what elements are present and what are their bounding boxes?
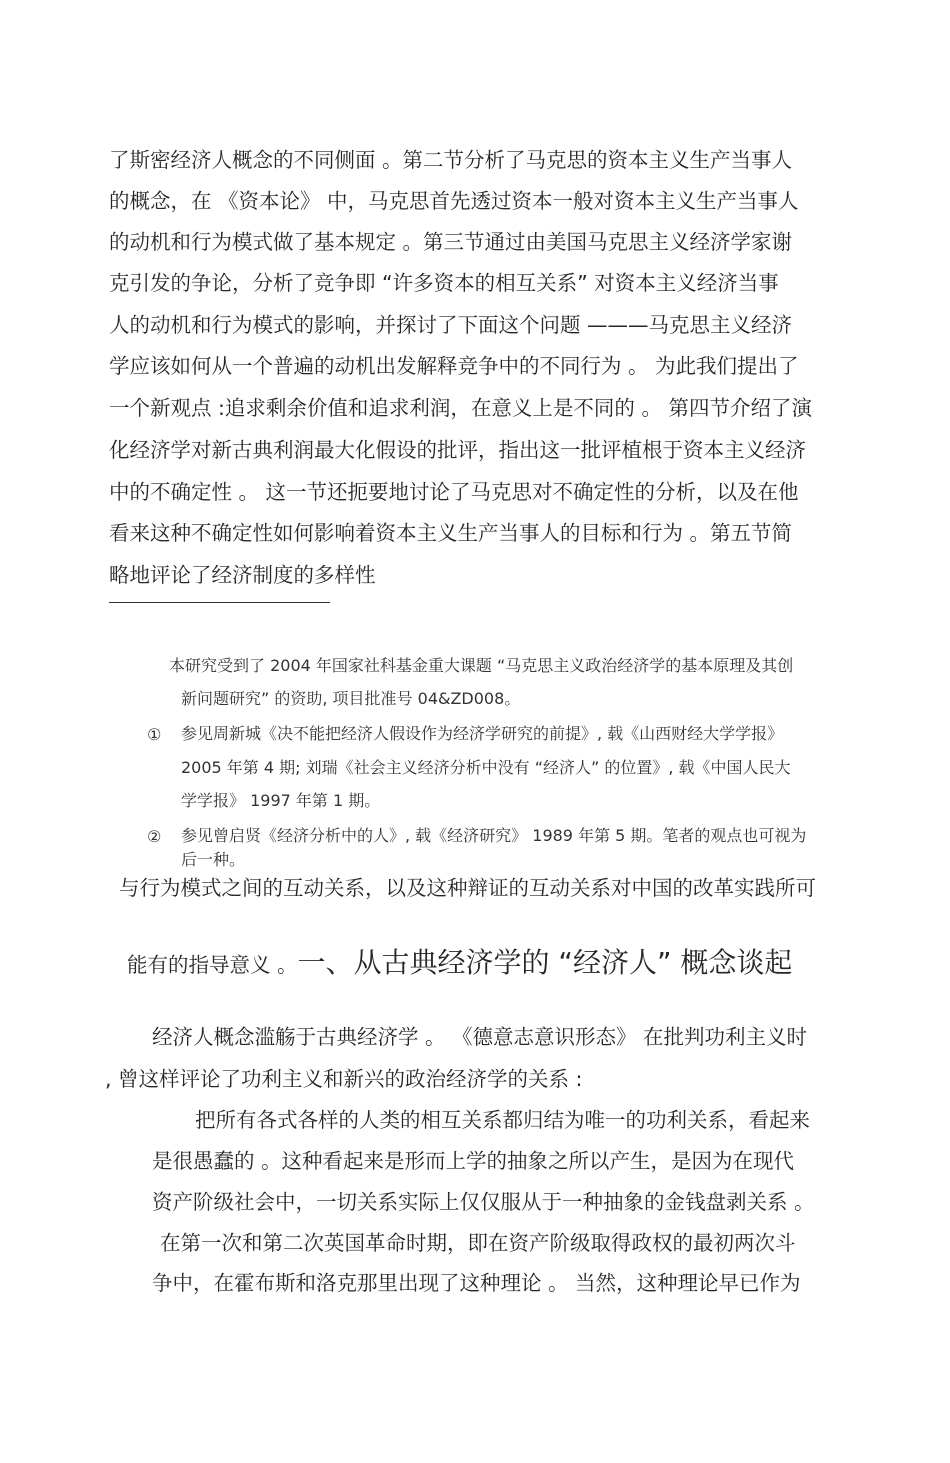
intro-line: 的概念，在 《资本论》 中，马克思首先透过资本一般对资本主义生产当事人 xyxy=(109,189,799,213)
intro-line: 一个新观点 :追求剩余价值和追求利润，在意义上是不同的 。 第四节介绍了演 xyxy=(109,396,812,420)
footnote-separator xyxy=(109,602,330,603)
quote-line: 争中，在霍布斯和洛克那里出现了这种理论 。 当然，这种理论早已作为 xyxy=(152,1271,801,1295)
intro-line: 中的不确定性 。 这一节还扼要地讨论了马克思对不确定性的分析，以及在他 xyxy=(109,480,799,504)
funding-note-line: 新问题研究” 的资助, 项目批准号 04&ZD008。 xyxy=(181,689,521,708)
intro-line: 化经济学对新古典利润最大化假设的批评，指出这一批评植根于资本主义经济 xyxy=(109,438,806,462)
footnote-1-line: 2005 年第 4 期; 刘瑞《社会主义经济分析中没有 “经济人” 的位置》, 载《中国人民大 xyxy=(181,758,791,777)
section-heading: 一、从古典经济学的 “经济人” 概念谈起 xyxy=(297,946,793,979)
intro-line: 看来这种不确定性如何影响着资本主义生产当事人的目标和行为 。第五节简 xyxy=(109,521,793,545)
section-paragraph-line: , 曾这样评论了功利主义和新兴的政治经济学的关系 : xyxy=(105,1067,583,1091)
quote-line: 资产阶级社会中，一切关系实际上仅仅服从于一种抽象的金钱盘剥关系 。 xyxy=(152,1190,815,1214)
quote-line: 是很愚蠢的 。这种看起来是形而上学的抽象之所以产生，是因为在现代 xyxy=(152,1149,795,1173)
footnote-2-line: 参见曾启贤《经济分析中的人》, 载《经济研究》 1989 年第 5 期。笔者的观点也可视为 xyxy=(181,826,807,845)
intro-line: 了斯密经济人概念的不同侧面 。第二节分析了马克思的资本主义生产当事人 xyxy=(109,148,793,172)
footnote-1-line: 学学报》 1997 年第 1 期。 xyxy=(181,791,381,810)
section-heading-line xyxy=(127,946,792,982)
quote-line: 把所有各式各样的人类的相互关系都归结为唯一的功利关系，看起来 xyxy=(195,1108,810,1132)
continuation-line-end: 能有的指导意义 。 xyxy=(127,953,298,977)
intro-line: 克引发的争论，分析了竞争即 “许多资本的相互关系” 对资本主义经济当事 xyxy=(109,271,779,295)
footnote-marker-1: ① xyxy=(147,725,162,744)
footnote-marker-2: ② xyxy=(147,827,162,846)
section-paragraph-line: 经济人概念滥觞于古典经济学 。 《德意志意识形态》 在批判功利主义时 xyxy=(152,1025,808,1049)
continuation-line: 与行为模式之间的互动关系，以及这种辩证的互动关系对中国的改革实践所可 xyxy=(119,876,816,900)
quote-line: 在第一次和第二次英国革命时期，即在资产阶级取得政权的最初两次斗 xyxy=(160,1231,796,1255)
funding-note-line: 本研究受到了 2004 年国家社科基金重大课题 “马克思主义政治经济学的基本原理及其创 xyxy=(169,656,794,675)
footnote-1-line: 参见周新城《决不能把经济人假设作为经济学研究的前提》, 载《山西财经大学学报》 xyxy=(181,724,784,743)
intro-line: 人的动机和行为模式的影响，并探讨了下面这个问题 ———马克思主义经济 xyxy=(109,313,793,337)
intro-line: 学应该如何从一个普遍的动机出发解释竞争中的不同行为 。 为此我们提出了 xyxy=(109,354,799,378)
footnote-2-line: 后一种。 xyxy=(181,850,246,869)
intro-line: 略地评论了经济制度的多样性 xyxy=(109,563,376,587)
intro-line: 的动机和行为模式做了基本规定 。第三节通过由美国马克思主义经济学家谢 xyxy=(109,230,793,254)
